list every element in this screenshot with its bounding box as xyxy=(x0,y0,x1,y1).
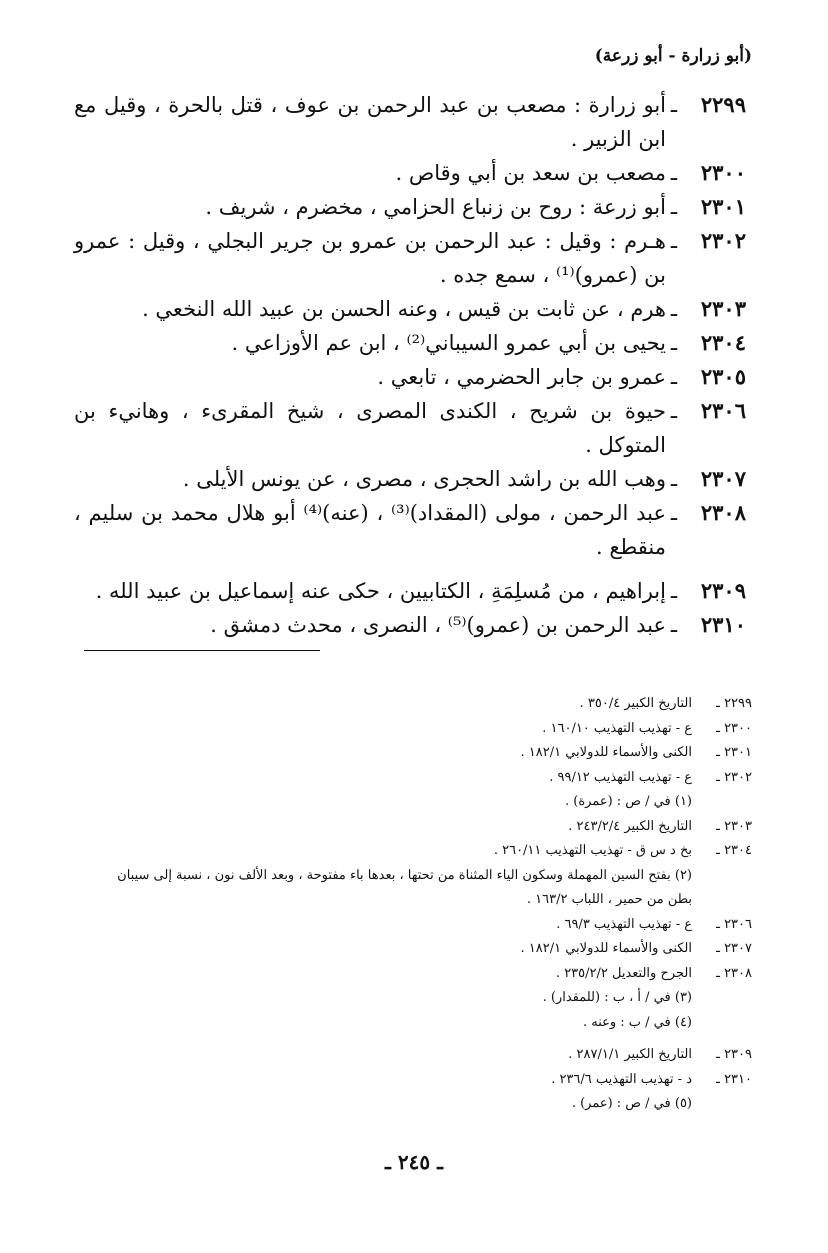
footnote-variant-2 xyxy=(92,864,752,913)
entry-2306 xyxy=(74,394,746,462)
entry-number: ٢٣٠٧ xyxy=(700,466,746,491)
footnote-number: ٢٣٠٠ ـ xyxy=(716,720,752,736)
footnote-text: الكنى والأسماء للدولابي ١٨٢/١ . xyxy=(520,745,692,760)
footnote-number: ٢٣٠٣ ـ xyxy=(716,818,752,834)
footnote-2304 xyxy=(92,839,752,864)
entry-text: عبد الرحمن بن (عمرو)⁽⁵⁾ ، النصرى ، محدث دمشق . xyxy=(210,613,666,637)
entry-text: إبراهيم ، من مُسلِمَةِ ، الكتابيين ، حكى عنه إسماعيل بن عبيد الله . xyxy=(95,579,666,603)
entry-2309 xyxy=(74,574,746,608)
entry-number: ٢٣٠٢ xyxy=(700,228,746,253)
footnote-text: (٥) في / ص : (عمر) . xyxy=(571,1096,692,1111)
footnote-variant-1 xyxy=(92,790,752,815)
entry-dash: ـ xyxy=(670,331,678,355)
entry-2310 xyxy=(74,608,746,642)
footnote-number: ٢٣٠٦ ـ xyxy=(716,916,752,932)
footnote-text: (١) في / ص : (عمرة) . xyxy=(565,794,692,809)
footnote-text: الكنى والأسماء للدولابي ١٨٢/١ . xyxy=(520,941,692,956)
footnotes-list xyxy=(92,692,752,1117)
entry-dash: ـ xyxy=(670,501,678,525)
footnote-2302 xyxy=(92,766,752,791)
footnote-number: ٢٣٠٨ ـ xyxy=(716,965,752,981)
entry-2305 xyxy=(74,360,746,394)
entry-dash: ـ xyxy=(670,579,678,603)
entry-number: ٢٣٠٣ xyxy=(700,296,746,321)
footnote-text: ع - تهذيب التهذيب ٩٩/١٢ . xyxy=(549,769,692,785)
footnote-2306 xyxy=(92,913,752,938)
entry-number: ٢٣٠٦ xyxy=(700,398,746,423)
footnote-variant-4 xyxy=(92,1011,752,1036)
entry-2304 xyxy=(74,326,746,360)
footnote-text: الجرح والتعديل ٢٣٥/٢/٢ . xyxy=(555,965,692,981)
footnote-2309 xyxy=(92,1043,752,1068)
entry-number: ٢٣٠٥ xyxy=(700,364,746,389)
entry-dash: ـ xyxy=(670,297,678,321)
footnote-2308 xyxy=(92,962,752,987)
footnote-2301 xyxy=(92,741,752,766)
footnote-text: (٣) في / أ ، ب : (للمقدار) . xyxy=(542,990,692,1005)
entry-dash: ـ xyxy=(670,161,678,185)
entry-2303 xyxy=(74,292,746,326)
entry-2301 xyxy=(74,190,746,224)
footnote-2307 xyxy=(92,937,752,962)
entry-2307 xyxy=(74,462,746,496)
footnote-number: ٢٣٠٧ ـ xyxy=(716,941,752,956)
entry-text: أبو زرعة : روح بن زنباع الحزامي ، مخضرم ، شريف . xyxy=(205,195,666,219)
footnote-number: ٢٣٠٩ ـ xyxy=(716,1047,752,1062)
entry-text: هـرم : وقيل : عبد الرحمن بن عمرو بن جرير البجلي ، وقيل : عمرو بن (عمرو)⁽¹⁾ ، سمع جده . xyxy=(74,229,666,287)
entry-text: وهب الله بن راشد الحجرى ، مصرى ، عن يونس الأيلى . xyxy=(182,467,666,491)
entry-text: حيوة بن شريح ، الكندى المصرى ، شيخ المقرىء ، وهانيء بن المتوكل . xyxy=(74,399,666,457)
footnote-text: بخ د س ق - تهذيب التهذيب ٢٦٠/١١ . xyxy=(493,843,692,858)
footnote-2303 xyxy=(92,815,752,840)
entry-2300 xyxy=(74,156,746,190)
footnote-number: ٢٣٠١ ـ xyxy=(716,745,752,760)
entry-text: أبو زرارة : مصعب بن عبد الرحمن بن عوف ، قتل بالحرة ، وقيل مع ابن الزبير . xyxy=(74,93,666,151)
entry-number: ٢٣٠٤ xyxy=(700,330,746,355)
entry-number: ٢٣٠٨ xyxy=(700,500,746,525)
entry-text: عمرو بن جابر الحضرمي ، تابعي . xyxy=(377,365,666,389)
entry-number: ٢٣٠١ xyxy=(700,194,746,219)
footnote-variant-3 xyxy=(92,986,752,1011)
entry-dash: ـ xyxy=(670,229,678,253)
footnote-number: ٢٣١٠ ـ xyxy=(716,1071,752,1087)
footnote-text: ع - تهذيب التهذيب ٦٩/٣ . xyxy=(556,916,692,932)
footnote-text: (٢) بفتح السين المهملة وسكون الياء المثناة من تحتها ، بعدها باء مفتوحة ، وبعد الألف نون ، نسبة إلى سيبان بطن من حمير ، اللباب ١٦٣/٢ . xyxy=(117,867,692,907)
footnote-2299 xyxy=(92,692,752,717)
entry-dash: ـ xyxy=(670,613,678,637)
entry-text: يحيى بن أبي عمرو السيباني⁽²⁾ ، ابن عم الأوزاعي . xyxy=(231,331,666,355)
footnote-text: ع - تهذيب التهذيب ١٦٠/١٠ . xyxy=(542,720,692,736)
entry-number: ٢٣٠٠ xyxy=(700,160,746,185)
entry-text: مصعب بن سعد بن أبي وقاص . xyxy=(395,161,666,185)
entry-number: ٢٣١٠ xyxy=(700,612,746,637)
footnote-2310 xyxy=(92,1068,752,1093)
footnote-text: (٤) في / ب : وعنه . xyxy=(582,1014,692,1030)
entry-dash: ـ xyxy=(670,467,678,491)
page-number: ـ ٢٤٥ ـ xyxy=(385,1150,443,1174)
entry-text: عبد الرحمن ، مولى (المقداد)⁽³⁾ ، (عنه)⁽⁴⁾ أبو هلال محمد بن سليم ، منقطع . xyxy=(74,501,666,559)
footnote-variant-5 xyxy=(92,1092,752,1117)
footnote-2300 xyxy=(92,717,752,742)
footnote-text: د - تهذيب التهذيب ٢٣٦/٦ . xyxy=(551,1071,692,1087)
footnote-number: ٢٣٠٢ ـ xyxy=(716,769,752,785)
footnote-number: ٢٢٩٩ ـ xyxy=(716,696,752,711)
entry-dash: ـ xyxy=(670,93,678,117)
entry-text: هرم ، عن ثابت بن قيس ، وعنه الحسن بن عبيد الله النخعي . xyxy=(142,297,666,321)
entry-2302 xyxy=(74,224,746,292)
footnote-number: ٢٣٠٤ ـ xyxy=(716,843,752,858)
footnote-text: التاريخ الكبير ٢٤٣/٢/٤ . xyxy=(568,818,692,834)
entry-2308 xyxy=(74,496,746,564)
entries-list xyxy=(74,88,746,642)
entry-dash: ـ xyxy=(670,399,678,423)
running-head: (أبو زرارة - أبو زرعة) xyxy=(594,46,752,66)
footnote-text: التاريخ الكبير ٣٥٠/٤ . xyxy=(579,696,692,711)
entry-number: ٢٣٠٩ xyxy=(700,578,746,603)
entry-2299 xyxy=(74,88,746,156)
entry-dash: ـ xyxy=(670,195,678,219)
entry-number: ٢٢٩٩ xyxy=(700,92,746,117)
footnote-divider xyxy=(84,650,320,651)
entry-dash: ـ xyxy=(670,365,678,389)
footnote-text: التاريخ الكبير ٢٨٧/١/١ . xyxy=(568,1047,692,1062)
